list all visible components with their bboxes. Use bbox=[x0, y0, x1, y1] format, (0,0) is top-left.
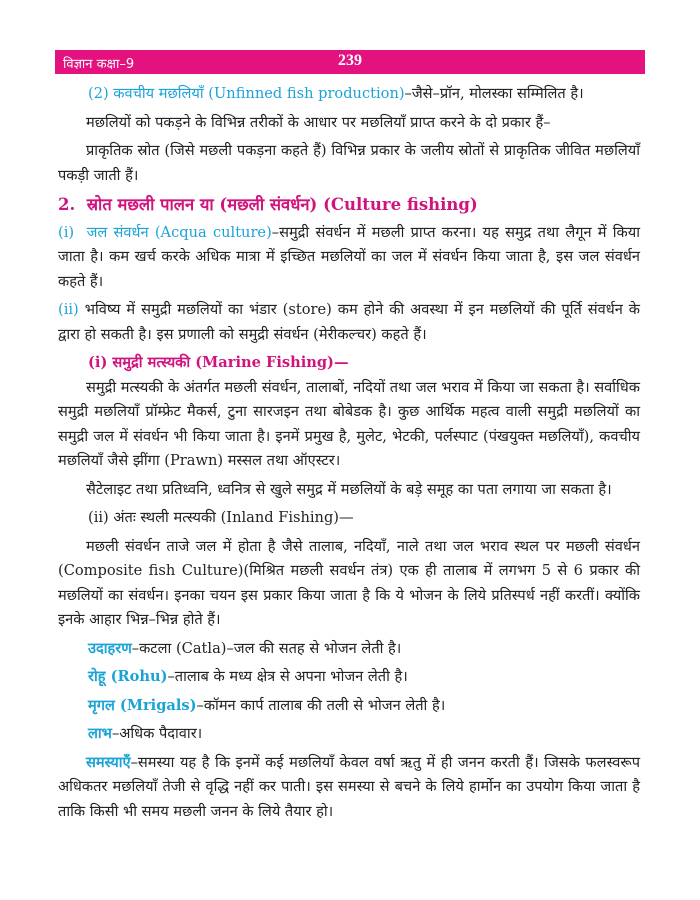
para-marine-fishing: समुद्री मत्स्यकी के अंतर्गत मछली संवर्धन, तालाबों, नदियों तथा जल भराव में किया जा सकता है। सर्वाधिक समुद्री मछलियाँ प्रॉम्फ्रेट मैकर्स, टुना सारजइन तथा बोबेडक है। कुछ आर्थिक महत्व वाली समुद्री मछलियों का समुद्री जल में संवर्धन भी किया जाता है। इनमें प्रमुख है, मुलेट, भेटकी, पर्लस्पाट (पंखयुक्त मछलियाँ), कवचीय मछलियाँ जैसे झींगा (Prawn) मस्सल तथा ऑएस्टर। bbox=[58, 378, 640, 469]
example-rohu bbox=[58, 665, 640, 690]
para-inland-fishing: मछली संवर्धन ताजे जल में होता है जैसे तालाब, नदियाँ, नाले तथा जल भराव स्थल पर मछली संवर्धन (Composite fish Culture)(मिश्रित मछली सवर्धन तंत्र) एक ही तालाब में लगभग 5 से 6 प्रकार की मछलियों का संवर्धन। इनका चयन इस प्रकार किया जाता है कि ये भोजन के लिये प्रतिस्पर्ध नहीं करतीं। क्योंकि इनके आहार भिन्न–भिन्न होते हैं। bbox=[58, 537, 640, 628]
section-number: 2. bbox=[58, 195, 76, 214]
example-mrigal bbox=[58, 694, 640, 719]
section-title: स्रोत मछली पालन या (मछली संवर्धन) (Culture fishing) bbox=[86, 195, 478, 214]
problems-label: समस्याएँ bbox=[86, 753, 131, 771]
marine-fishing-title: (i) समुद्री मत्स्यकी (Marine Fishing)— bbox=[88, 354, 349, 371]
mrigal-text: –कॉमन कार्प तालाब की तली से भोजन लेती है। bbox=[196, 696, 446, 714]
mariculture-marker: (ii) bbox=[58, 301, 79, 318]
para-unfinned-fish bbox=[58, 82, 640, 107]
para-fishing-methods: मछलियों को पकड़ने के विभिन्न तरीकों के आधार पर मछलियाँ प्राप्त करने के दो प्रकार हैं– bbox=[86, 113, 551, 131]
unfinned-fish-text: –जैसे–प्रॉन, मोलस्का सम्मिलित है। bbox=[404, 85, 584, 102]
subheading-marine-fishing bbox=[58, 351, 640, 376]
aquaculture-label: जल संवर्धन (Acqua culture) bbox=[86, 223, 272, 241]
page-number: 239 bbox=[338, 52, 362, 69]
benefit bbox=[58, 722, 640, 747]
para-satellite: सैटेलाइट तथा प्रतिध्वनि, ध्वनित्र से खुले समुद्र में मछलियों के बड़े समूह का पता लगाया जा सकता है। bbox=[86, 480, 612, 498]
para-aquaculture bbox=[58, 221, 640, 295]
subheading-inland-fishing: (ii) अंतः स्थली मत्स्यकी (Inland Fishing)— bbox=[88, 509, 354, 526]
example-catla bbox=[58, 637, 640, 662]
benefit-text: –अधिक पैदावार। bbox=[111, 725, 203, 742]
mrigal-label: मृगल (Mrigals) bbox=[88, 696, 197, 714]
page-header bbox=[55, 50, 645, 74]
benefit-label: लाभ bbox=[88, 725, 112, 742]
mariculture-text: भविष्य में समुद्री मछलियों का भंडार (store) कम होने की अवस्था में इन मछलियों की पूर्ति संवर्धन के द्वारा हो सकती है। इस प्रणाली को समुद्री संवर्धन (मेरीकल्चर) कहते हैं। bbox=[58, 301, 640, 343]
para-natural-source: प्राकृतिक स्रोत (जिसे मछली पकड़ना कहते हैं) विभिन्न प्रकार के जलीय स्रोतों से प्राकृतिक जीवित मछलियाँ पकड़ी जाती हैं। bbox=[58, 142, 640, 184]
page-body bbox=[58, 82, 640, 824]
section-heading-culture-fishing bbox=[58, 193, 640, 218]
subject-label: विज्ञान कक्षा–9 bbox=[63, 57, 135, 72]
rohu-text: –तालाब के मध्य क्षेत्र से अपना भोजन लेती है। bbox=[167, 668, 408, 685]
example-label: उदाहरण bbox=[88, 639, 132, 657]
unfinned-fish-label: (2) कवचीय मछलियाँ (Unfinned fish production) bbox=[88, 85, 405, 102]
para-mariculture bbox=[58, 298, 640, 347]
aquaculture-text: –समुद्री संवर्धन में मछली प्राप्त करना। यह समुद्र तथा लैगून में किया जाता है। कम खर्च करके अधिक मात्रा में इच्छित मछलियों का जल में संवर्धन किया जाता है, इस जल संवर्धन कहते हैं। bbox=[58, 223, 641, 290]
rohu-label: रोहू (Rohu) bbox=[88, 668, 168, 685]
problems-text: –समस्या यह है कि इनमें कई मछलियाँ केवल वर्षा ऋतु में ही जनन करती हैं। जिसके फलस्वरूप अधिकतर मछलियाँ तेजी से वृद्धि नहीं कर पाती। इस समस्या से बचने के लिये हार्मोन का उपयोग किया जाता है ताकि किसी भी समय मछली जनन के लिये तैयार हो। bbox=[58, 753, 640, 820]
problems bbox=[58, 751, 640, 825]
aquaculture-marker: (i) bbox=[58, 223, 75, 241]
example-text: –कटला (Catla)–जल की सतह से भोजन लेती है। bbox=[131, 639, 402, 657]
